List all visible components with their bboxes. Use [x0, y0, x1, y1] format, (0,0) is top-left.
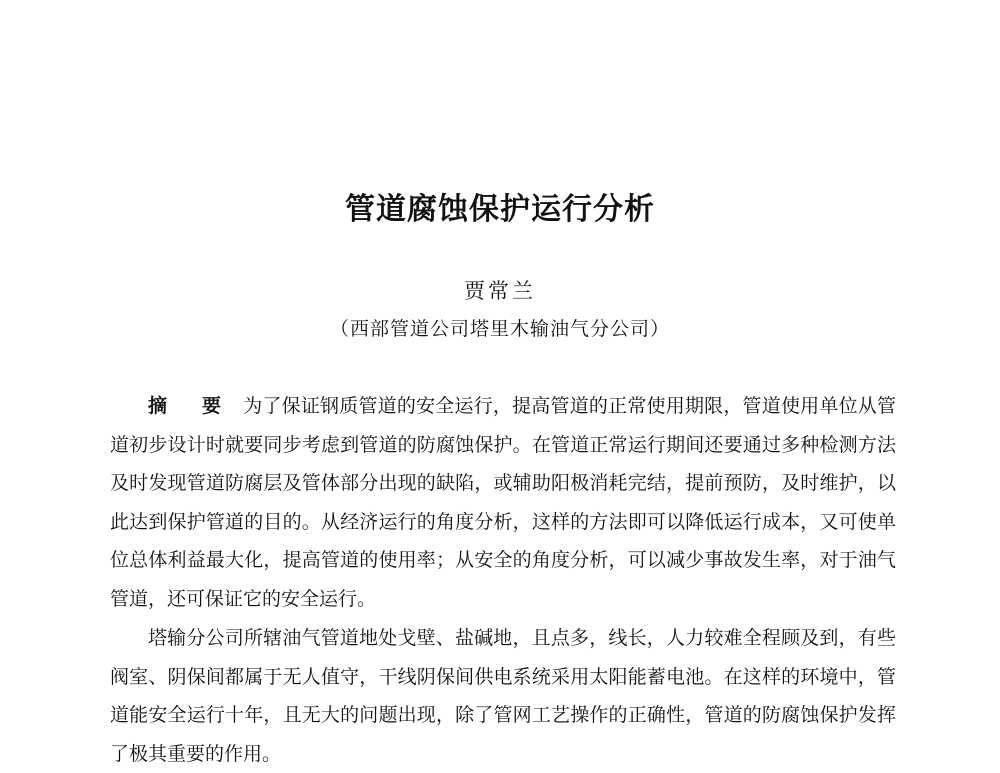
abstract-section [110, 387, 896, 619]
abstract-label: 摘 要 [148, 395, 236, 417]
abstract-text: 为了保证钢质管道的安全运行，提高管道的正常使用期限，管道使用单位从管道初步设计时就要同步考虑到管道的防腐蚀保护。在管道正常运行期间还要通过多种检测方法及时发现管道防腐层及管体部分出现的缺陷，或辅助阳极消耗完结，提前预防，及时维护，以此达到保护管道的目的。从经济运行的角度分析，这样的方法即可以降低运行成本，又可使单位总体利益最大化，提高管道的使用率；从安全的角度分析，可以减少事故发生率，对于油气管道，还可保证它的安全运行。 [110, 395, 896, 610]
author-name: 贾常兰 [464, 279, 536, 303]
paper-title: 管道腐蚀保护运行分析 [345, 192, 655, 227]
body-section [110, 619, 896, 773]
body-paragraph: 塔输分公司所辖油气管道地处戈壁、盐碱地，且点多，线长，人力较难全程顾及到，有些阀室、阴保间都属于无人值守，干线阴保间供电系统采用太阳能蓄电池。在这样的环境中，管道能安全运行十年，且无大的问题出现，除了管网工艺操作的正确性，管道的防腐蚀保护发挥了极其重要的作用。 [110, 627, 896, 765]
abstract-paragraph [110, 387, 896, 619]
author-affiliation: （西部管道公司塔里木输油气分公司） [329, 318, 670, 340]
